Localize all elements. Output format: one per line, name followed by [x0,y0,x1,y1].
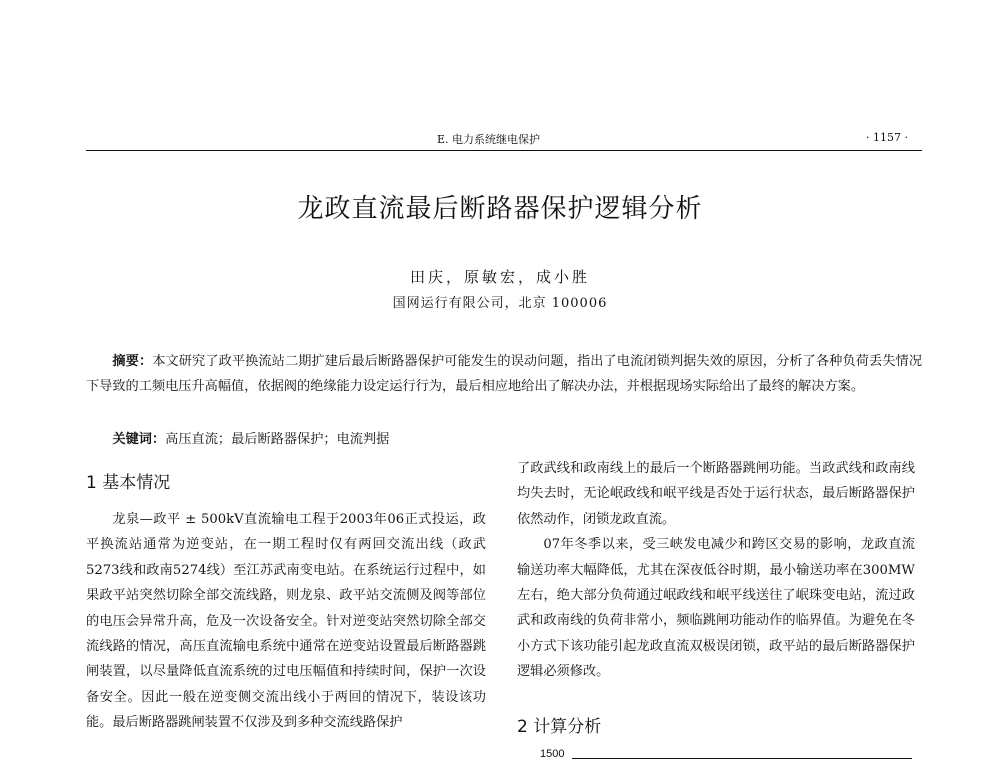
authors: 田庆，原敏宏，成小胜 [409,268,590,286]
abstract-text: 本文研究了政平换流站二期扩建后最后断路器保护可能发生的误动问题，指出了电流闭锁判据失效的原因，分析了各种负荷丢失情况下导致的工频电压升高幅值，依据阀的绝缘能力设定运行行为，最后相应地给出了解决办法，并根据现场实际给出了最终的解决方案。 [86,354,923,394]
left-paragraph: 龙泉—政平 ± 500kV直流输电工程于2003年06正式投运，政平换流站通常为逆变站，在一期工程时仅有两回交流出线（政武5273线和政南5274线）至江苏武南变电站。在系统运行过程中，如果政平站突然切除全部交流线路，则龙泉、政平站交流侧及阀等部位的电压会异常升高，危及一次设备安全。针对逆变站突然切除全部交流线路的情况，高压直流输电系统中通常在逆变站设置最后断路器跳闸装置，以尽量降低直流系统的过电压幅值和持续时间，保护一次设备安全。因此一般在逆变侧交流出线小于两回的情况下，装设该功能。最后断路器跳闸装置不仅涉及到多种交流线路保护 [86,512,486,731]
paper-title: 龙政直流最后断路器保护逻辑分析 [297,194,703,224]
keywords-text: 高压直流；最后断路器保护；电流判据 [165,432,390,447]
chart-frame-top [572,758,912,759]
keywords-label: 关键词： [112,432,166,447]
section-heading-2: 2 计算分析 [517,717,602,737]
running-header-page-number: · 1157 · [866,131,908,144]
header-rule [86,150,922,151]
abstract [86,349,922,399]
running-header-section: E. 电力系统继电保护 [437,133,541,146]
left-column [86,507,486,736]
keywords [86,430,922,450]
section-heading-1: 1 基本情况 [86,473,171,493]
affiliation: 国网运行有限公司，北京 100006 [392,296,608,311]
abstract-label: 摘要： [112,354,153,369]
right-column [517,456,915,685]
right-paragraph-2: 07年冬季以来，受三峡发电减少和跨区交易的影响，龙政直流输送功率大幅降低，尤其在深夜低谷时期，最小输送功率在300MW左右，绝大部分负荷通过岷政线和岷平线送往了岷珠变电站，流过政武和政南线的负荷非常小，频临跳闸功能动作的临界值。为避免在冬小方式下该功能引起龙政直流双极误闭锁，政平站的最后断路器保护逻辑必须修改。 [517,537,915,680]
right-paragraph-continued: 了政武线和政南线上的最后一个断路器跳闸功能。当政武线和政南线均失去时，无论岷政线和岷平线是否处于运行状态，最后断路器保护依然动作，闭锁龙政直流。 [517,461,915,527]
chart-tick-label: 1500 [540,748,565,760]
